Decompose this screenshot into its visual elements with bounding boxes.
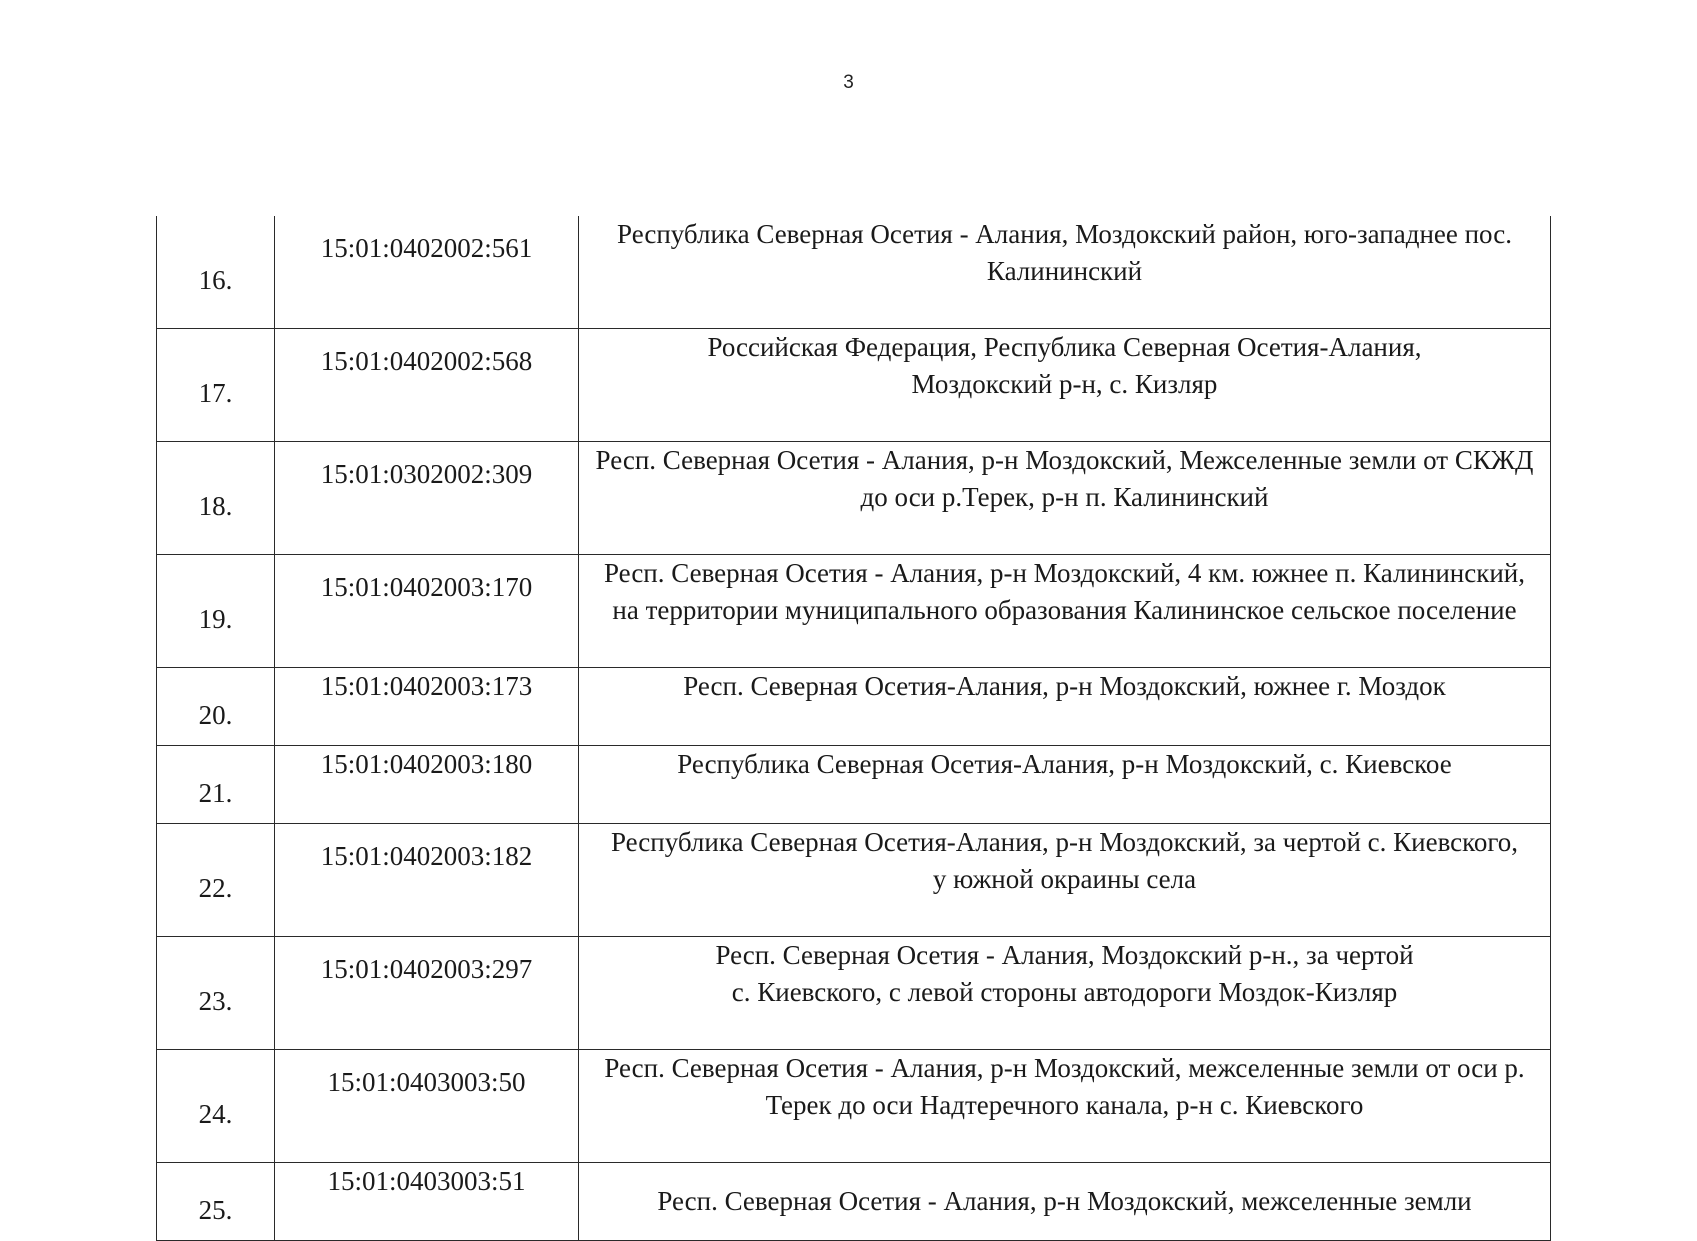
land-parcels-table xyxy=(156,216,1551,1241)
address-line: Респ. Северная Осетия - Алания, р-н Моздокский, 4 км. южнее п. Калининский, xyxy=(604,558,1525,588)
address-line: на территории муниципального образования Калининское сельское поселение xyxy=(612,595,1517,625)
address-cell xyxy=(579,555,1551,668)
address-cell xyxy=(579,1050,1551,1163)
address-cell xyxy=(579,329,1551,442)
row-number: 16. xyxy=(157,216,275,329)
address-cell xyxy=(579,824,1551,937)
table-row xyxy=(157,668,1551,746)
cadastral-number: 15:01:0402002:561 xyxy=(275,216,579,329)
table-row xyxy=(157,329,1551,442)
address-line: до оси р.Терек, р-н п. Калининский xyxy=(860,482,1269,512)
address-line: с. Киевского, с левой стороны автодороги Моздок-Кизляр xyxy=(731,977,1398,1007)
row-number: 17. xyxy=(157,329,275,442)
row-number: 23. xyxy=(157,937,275,1050)
table-row xyxy=(157,555,1551,668)
row-number: 18. xyxy=(157,442,275,555)
cadastral-number: 15:01:0402003:180 xyxy=(275,746,579,824)
cadastral-number: 15:01:0402003:173 xyxy=(275,668,579,746)
table-row xyxy=(157,824,1551,937)
address-line: Респ. Северная Осетия - Алания, р-н Моздокский, межселенные земли от оси р. xyxy=(604,1053,1525,1083)
address-cell xyxy=(579,746,1551,824)
table-row xyxy=(157,746,1551,824)
row-number: 25. xyxy=(157,1163,275,1241)
address-line: Калининский xyxy=(986,256,1143,286)
address-line: Терек до оси Надтеречного канала, р-н с. Киевского xyxy=(765,1090,1364,1120)
address-line: Респ. Северная Осетия - Алания, р-н Моздокский, Межселенные земли от СКЖД xyxy=(595,445,1534,475)
cadastral-number: 15:01:0403003:51 xyxy=(275,1163,579,1241)
table-row xyxy=(157,1163,1551,1241)
address-line: Моздокский р-н, с. Кизляр xyxy=(911,369,1218,399)
cadastral-number: 15:01:0403003:50 xyxy=(275,1050,579,1163)
address-line: Республика Северная Осетия-Алания, р-н Моздокский, за чертой с. Киевского, xyxy=(610,827,1519,857)
row-number: 21. xyxy=(157,746,275,824)
address-cell xyxy=(579,442,1551,555)
address-line: Республика Северная Осетия - Алания, Моздокский район, юго-западнее пос. xyxy=(617,219,1512,249)
address-line: Республика Северная Осетия-Алания, р-н Моздокский, с. Киевское xyxy=(677,749,1452,779)
table-row xyxy=(157,937,1551,1050)
address-line: Респ. Северная Осетия - Алания, р-н Моздокский, межселенные земли xyxy=(657,1186,1472,1216)
address-cell xyxy=(579,668,1551,746)
cadastral-number: 15:01:0402003:297 xyxy=(275,937,579,1050)
address-cell xyxy=(579,216,1551,329)
address-line: Респ. Северная Осетия-Алания, р-н Моздокский, южнее г. Моздок xyxy=(683,671,1446,701)
address-line: у южной окраины села xyxy=(932,864,1197,894)
row-number: 22. xyxy=(157,824,275,937)
row-number: 20. xyxy=(157,668,275,746)
table-body xyxy=(157,216,1551,1241)
cadastral-number: 15:01:0402002:568 xyxy=(275,329,579,442)
page-number: 3 xyxy=(843,72,854,93)
table-row xyxy=(157,442,1551,555)
row-number: 24. xyxy=(157,1050,275,1163)
cadastral-number: 15:01:0302002:309 xyxy=(275,442,579,555)
table-row xyxy=(157,1050,1551,1163)
address-cell xyxy=(579,937,1551,1050)
cadastral-number: 15:01:0402003:170 xyxy=(275,555,579,668)
address-line: Российская Федерация, Республика Северная Осетия-Алания, xyxy=(707,332,1422,362)
address-cell xyxy=(579,1163,1551,1241)
address-line: Респ. Северная Осетия - Алания, Моздокский р-н., за чертой xyxy=(715,940,1414,970)
cadastral-number: 15:01:0402003:182 xyxy=(275,824,579,937)
row-number: 19. xyxy=(157,555,275,668)
table-row xyxy=(157,216,1551,329)
